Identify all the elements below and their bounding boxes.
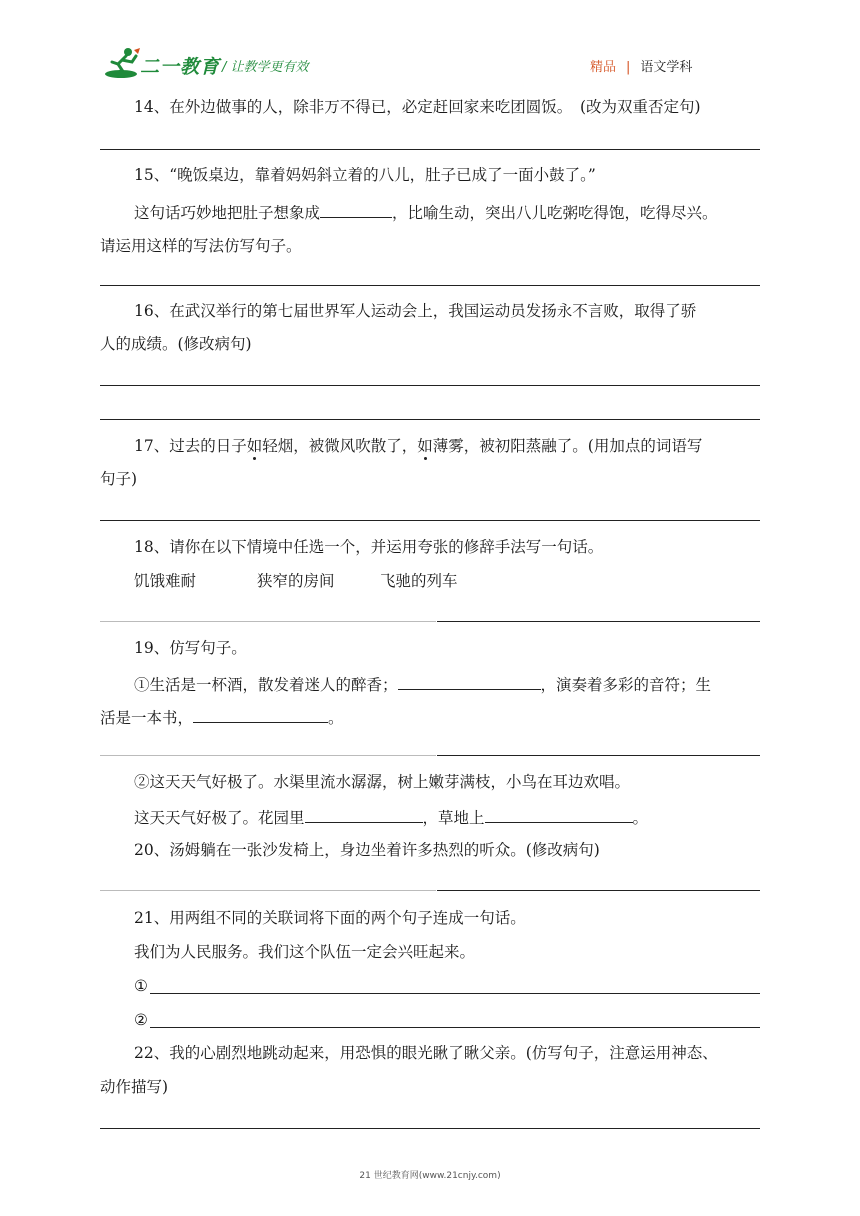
answer-line[interactable]	[100, 285, 760, 286]
question-19-1-line1	[134, 673, 711, 695]
answer-line[interactable]	[437, 890, 760, 891]
question-17-line2: 句子)	[100, 470, 138, 488]
question-18-option-2: 狭窄的房间	[257, 572, 335, 590]
question-19-1-text-a: ①生活是一杯酒，散发着迷人的醉香；	[134, 676, 398, 694]
answer-line[interactable]	[100, 385, 760, 386]
answer-mark-2: ②	[134, 1011, 148, 1029]
question-19-2-text-a: 这天天气好极了。花园里	[134, 809, 305, 827]
question-15-text-a: 这句话巧妙地把肚子想象成	[134, 204, 321, 222]
question-19-1-text-d: 。	[328, 709, 344, 727]
question-17-text-a: 17、过去的日子	[134, 437, 247, 455]
question-18-option-3: 飞驰的列车	[380, 572, 458, 590]
question-17-line1	[134, 436, 702, 456]
logo-text: 二一教育	[140, 56, 221, 78]
answer-line[interactable]	[150, 1027, 760, 1028]
fill-blank[interactable]	[193, 706, 328, 723]
question-19-1-text-b: ，演奏着多彩的音符；生	[540, 676, 712, 694]
answer-line[interactable]	[100, 149, 760, 150]
emphasis-dot-word: 如	[417, 437, 433, 455]
badge-subject: 语文学科	[640, 60, 693, 75]
question-16-line1: 16、在武汉举行的第七届世界军人运动会上，我国运动员发扬永不言败，取得了骄	[134, 302, 697, 320]
badge-elite: 精品	[590, 60, 617, 75]
runner-logo-icon	[104, 46, 142, 80]
question-15-line2	[134, 201, 718, 223]
question-22-line1: 22、我的心剧烈地跳动起来，用恐惧的眼光瞅了瞅父亲。(仿写句子，注意运用神态、	[134, 1044, 718, 1062]
question-18-line1: 18、请你在以下情境中任选一个，并运用夸张的修辞手法写一句话。	[134, 538, 604, 556]
answer-line[interactable]	[100, 1128, 760, 1129]
question-19-2-text-c: 。	[632, 809, 649, 827]
question-19-2-text-b: ，草地上	[422, 809, 485, 827]
question-19-2-line2	[134, 806, 648, 828]
question-20: 20、汤姆躺在一张沙发椅上，身边坐着许多热烈的听众。(修改病句)	[134, 841, 600, 859]
question-21-line1: 21、用两组不同的关联词将下面的两个句子连成一句话。	[134, 909, 526, 927]
question-21-line2: 我们为人民服务。我们这个队伍一定会兴旺起来。	[134, 943, 476, 961]
question-15-line3: 请运用这样的写法仿写句子。	[100, 237, 302, 255]
question-14: 14、在外边做事的人，除非万不得已，必定赶回家来吃团圆饭。 (改为双重否定句)	[134, 98, 701, 116]
answer-line-faint	[100, 890, 436, 891]
question-17-text-c: 薄雾，被初阳蒸融了。(用加点的词语写	[432, 437, 703, 455]
question-16-line2: 人的成绩。(修改病句)	[100, 335, 252, 353]
answer-line[interactable]	[437, 621, 760, 622]
answer-line[interactable]	[437, 755, 760, 756]
answer-line-faint	[100, 621, 436, 622]
answer-line-faint	[100, 755, 436, 756]
fill-blank[interactable]	[305, 806, 423, 823]
badge-separator: |	[626, 60, 631, 75]
question-19-2-line1: ②这天天气好极了。水渠里流水潺潺，树上嫩芽满枝，小鸟在耳边欢唱。	[134, 773, 631, 791]
question-18-option-1: 饥饿难耐	[134, 572, 197, 590]
question-15-text-b: ，比喻生动，突出八儿吃粥吃得饱，吃得尽兴。	[392, 204, 718, 222]
header-badges	[590, 56, 692, 75]
fill-blank[interactable]	[320, 201, 392, 218]
answer-line[interactable]	[100, 520, 760, 521]
page-header	[0, 0, 860, 90]
question-22-line2: 动作描写)	[100, 1078, 169, 1096]
answer-mark-1: ①	[134, 977, 148, 995]
fill-blank[interactable]	[485, 806, 633, 823]
page-footer: 21 世纪教育网(www.21cnjy.com)	[359, 1171, 501, 1181]
question-19-title: 19、仿写句子。	[134, 639, 247, 657]
question-19-1-text-c: 活是一本书，	[100, 709, 194, 727]
answer-line[interactable]	[150, 993, 760, 994]
question-17-text-b: 轻烟，被微风吹散了，	[262, 437, 418, 455]
fill-blank[interactable]	[398, 673, 541, 690]
emphasis-dot-word: 如	[246, 437, 263, 455]
question-19-1-line2	[100, 706, 344, 728]
question-15-line1: 15、“晚饭桌边，靠着妈妈斜立着的八儿，肚子已成了一面小鼓了。”	[134, 166, 596, 184]
slogan: / 让教学更有效	[222, 60, 309, 75]
answer-line[interactable]	[100, 419, 760, 420]
